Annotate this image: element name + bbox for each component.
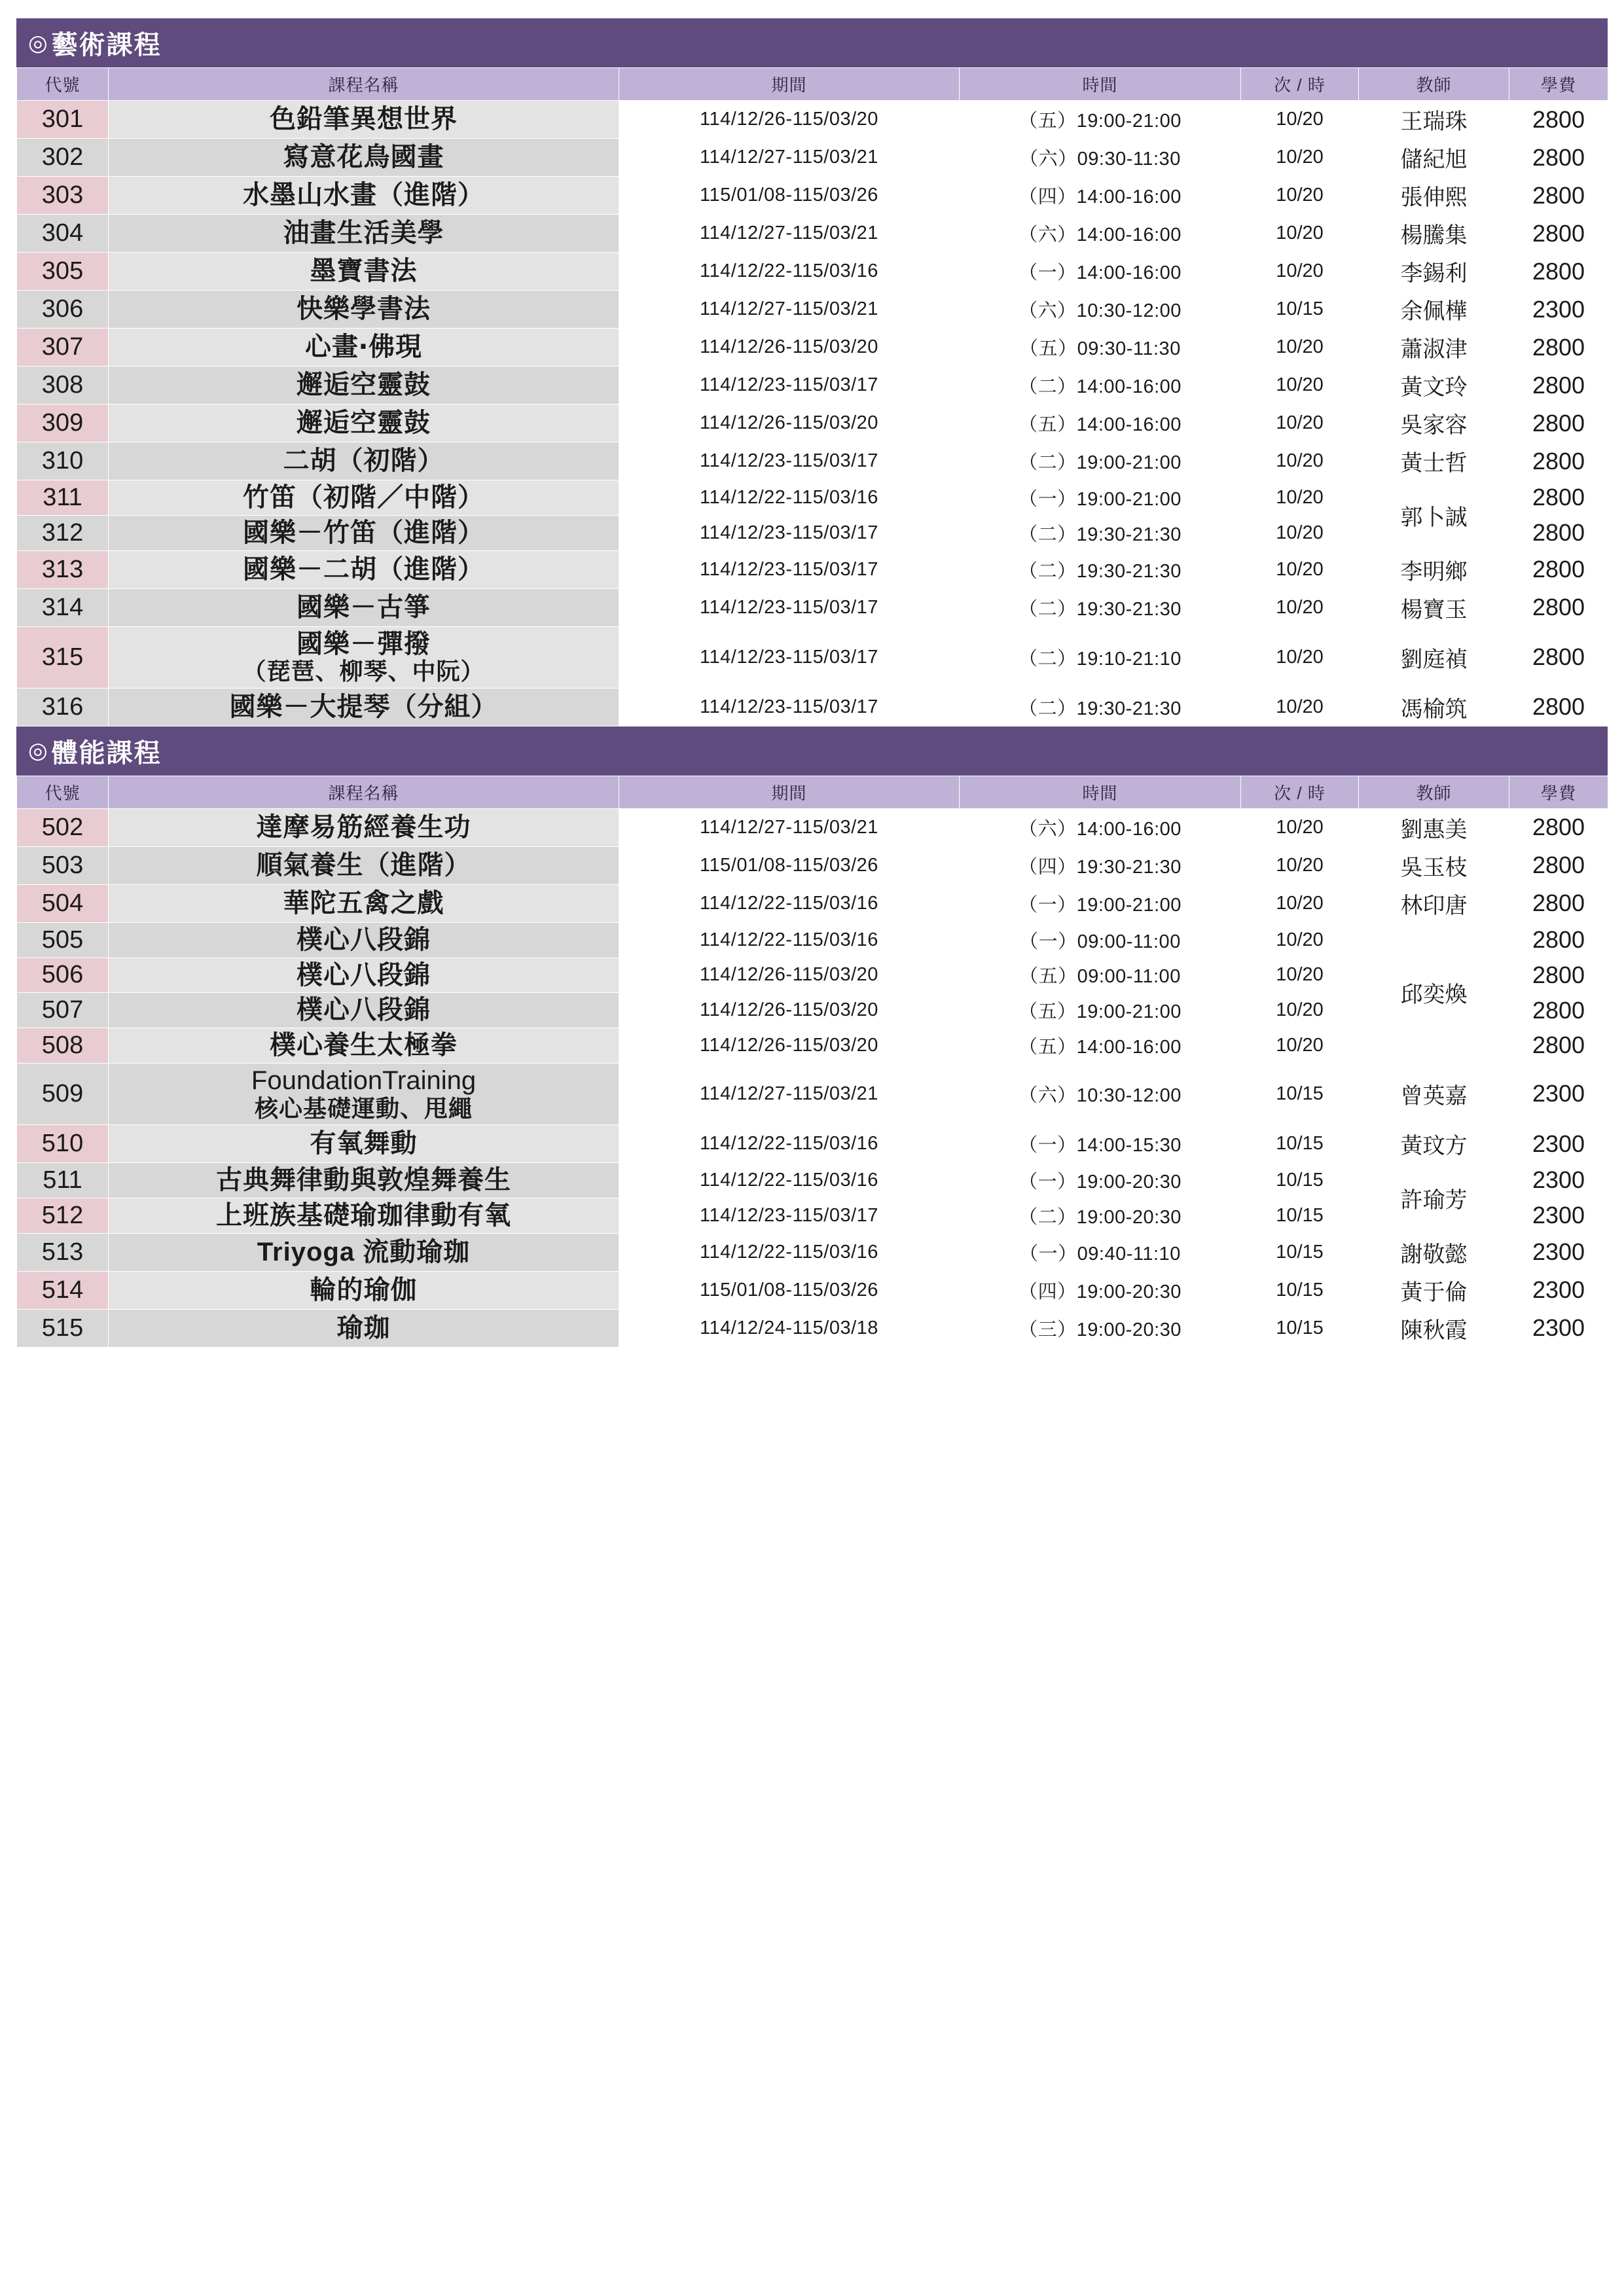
course-fee: 2800 [1509,922,1608,958]
course-code: 504 [17,884,109,922]
course-period: 115/01/08-115/03/26 [619,846,960,884]
course-sessions: 10/20 [1241,808,1359,846]
course-fee: 2800 [1509,993,1608,1028]
course-fee: 2800 [1509,480,1608,516]
course-fee: 2300 [1509,1125,1608,1163]
course-sessions: 10/20 [1241,367,1359,404]
course-name-main: 樸心八段錦 [297,925,431,954]
table-row [17,367,1608,404]
table-row [17,626,1608,688]
course-teacher: 張伸熙 [1359,177,1509,215]
course-sessions: 10/15 [1241,1198,1359,1233]
table-header-row [17,68,1608,101]
course-fee: 2800 [1509,253,1608,291]
table-row [17,442,1608,480]
course-name [109,808,619,846]
course-fee: 2300 [1509,1309,1608,1347]
course-name [109,846,619,884]
course-name [109,884,619,922]
course-sessions: 10/20 [1241,922,1359,958]
course-name [109,515,619,550]
course-time: （四）19:00-20:30 [960,1271,1241,1309]
course-period: 114/12/23-115/03/17 [619,367,960,404]
course-name-main: 國樂－大提琴（分組） [229,692,498,721]
course-fee: 2800 [1509,139,1608,177]
course-fee: 2800 [1509,404,1608,442]
course-period: 114/12/26-115/03/20 [619,1028,960,1064]
course-teacher: 曾英嘉 [1359,1063,1509,1124]
course-code: 510 [17,1125,109,1163]
table-row [17,1271,1608,1309]
course-time: （二）19:00-20:30 [960,1198,1241,1233]
course-name-main: 輪的瑜伽 [310,1275,418,1304]
course-section-art [16,18,1608,726]
column-header: 次 / 時 [1241,68,1359,101]
course-sessions: 10/20 [1241,177,1359,215]
course-code: 310 [17,442,109,480]
course-time: （五）09:00-11:00 [960,958,1241,993]
course-name-main: 快樂學書法 [297,295,431,324]
column-header: 學費 [1509,68,1608,101]
course-fee: 2800 [1509,846,1608,884]
course-time: （二）19:00-21:00 [960,442,1241,480]
table-row [17,480,1608,516]
course-time: （一）19:00-20:30 [960,1163,1241,1198]
course-fee: 2800 [1509,329,1608,367]
course-fee: 2800 [1509,688,1608,726]
course-code: 312 [17,515,109,550]
course-teacher: 蕭淑津 [1359,329,1509,367]
course-teacher: 楊寶玉 [1359,588,1509,626]
course-code: 309 [17,404,109,442]
course-fee: 2800 [1509,367,1608,404]
course-sessions: 10/20 [1241,253,1359,291]
course-period: 114/12/23-115/03/17 [619,626,960,688]
course-time: （一）14:00-16:00 [960,253,1241,291]
table-row [17,1063,1608,1124]
table-row [17,139,1608,177]
table-row [17,846,1608,884]
course-period: 114/12/24-115/03/18 [619,1309,960,1347]
course-sessions: 10/15 [1241,1271,1359,1309]
course-name [109,1063,619,1124]
section-title: 體能課程 [51,738,162,768]
course-sessions: 10/15 [1241,1063,1359,1124]
course-sessions: 10/15 [1241,1125,1359,1163]
table-row [17,1233,1608,1271]
sections-container [16,18,1608,1348]
course-name-main: 順氣養生（進階） [256,850,471,880]
course-time: （四）19:30-21:30 [960,846,1241,884]
course-name [109,1198,619,1233]
course-code: 512 [17,1198,109,1233]
course-time: （一）19:00-21:00 [960,480,1241,516]
course-teacher: 吳玉枝 [1359,846,1509,884]
course-teacher: 余佩樺 [1359,291,1509,329]
course-name [109,550,619,588]
course-sessions: 10/20 [1241,101,1359,139]
section-header-art [16,18,1608,67]
course-period: 114/12/22-115/03/16 [619,1233,960,1271]
course-name [109,367,619,404]
course-period: 114/12/23-115/03/17 [619,515,960,550]
course-name [109,1233,619,1271]
table-row [17,101,1608,139]
course-name [109,993,619,1028]
course-sessions: 10/20 [1241,550,1359,588]
course-teacher: 黃士哲 [1359,442,1509,480]
course-sessions: 10/20 [1241,1028,1359,1064]
course-table-art [16,67,1608,726]
column-header: 期間 [619,776,960,808]
course-name-main: 樸心八段錦 [297,996,431,1025]
table-row [17,329,1608,367]
course-name-main: 達摩易筋經養生功 [256,812,471,842]
course-name-main: 竹笛（初階／中階） [243,483,484,512]
course-table-fitness [16,776,1608,1348]
course-teacher: 黃于倫 [1359,1271,1509,1309]
course-time: （一）09:00-11:00 [960,922,1241,958]
course-name [109,958,619,993]
course-period: 114/12/27-115/03/21 [619,139,960,177]
course-time: （二）19:30-21:30 [960,550,1241,588]
course-fee: 2800 [1509,958,1608,993]
course-time: （六）14:00-16:00 [960,215,1241,253]
course-name [109,1163,619,1198]
course-teacher: 黃文玲 [1359,367,1509,404]
course-period: 114/12/22-115/03/16 [619,922,960,958]
course-code: 314 [17,588,109,626]
course-teacher: 劉庭禎 [1359,626,1509,688]
course-name-main: 華陀五禽之戲 [283,888,444,918]
course-teacher: 許瑜芳 [1359,1163,1509,1234]
table-row [17,253,1608,291]
course-name [109,253,619,291]
course-code: 502 [17,808,109,846]
table-header-row [17,776,1608,808]
course-teacher: 邱奕煥 [1359,922,1509,1063]
column-header: 教師 [1359,68,1509,101]
course-name-main: 樸心八段錦 [297,960,431,990]
course-time: （三）19:00-20:30 [960,1309,1241,1347]
course-name [109,1271,619,1309]
course-fee: 2300 [1509,1271,1608,1309]
course-name [109,329,619,367]
course-name [109,177,619,215]
section-bullet-icon: ◎ [28,30,49,56]
course-teacher: 郭卜誠 [1359,480,1509,551]
course-period: 114/12/22-115/03/16 [619,884,960,922]
course-sessions: 10/20 [1241,480,1359,516]
table-row [17,922,1608,958]
course-sessions: 10/15 [1241,1163,1359,1198]
column-header: 課程名稱 [109,776,619,808]
column-header: 代號 [17,68,109,101]
course-fee: 2800 [1509,515,1608,550]
course-time: （五）19:00-21:00 [960,993,1241,1028]
course-code: 316 [17,688,109,726]
section-bullet-icon: ◎ [28,738,49,764]
course-code: 511 [17,1163,109,1198]
course-name-main: 樸心養生太極拳 [270,1031,458,1060]
course-name [109,1028,619,1064]
course-time: （一）09:40-11:10 [960,1233,1241,1271]
course-name [109,1125,619,1163]
course-period: 114/12/22-115/03/16 [619,480,960,516]
course-fee: 2800 [1509,550,1608,588]
course-name [109,688,619,726]
course-name [109,626,619,688]
course-time: （二）19:30-21:30 [960,515,1241,550]
course-teacher: 李錫利 [1359,253,1509,291]
course-name-main: 二胡（初階） [283,446,444,476]
course-teacher: 楊騰集 [1359,215,1509,253]
column-header: 課程名稱 [109,68,619,101]
course-period: 114/12/27-115/03/21 [619,808,960,846]
course-fee: 2300 [1509,1063,1608,1124]
course-code: 301 [17,101,109,139]
course-name [109,922,619,958]
course-name-main: 油畫生活美學 [283,219,444,248]
course-code: 305 [17,253,109,291]
column-header: 時間 [960,776,1241,808]
course-sessions: 10/20 [1241,442,1359,480]
section-title: 藝術課程 [51,31,162,60]
course-sessions: 10/20 [1241,588,1359,626]
course-teacher: 儲紀旭 [1359,139,1509,177]
course-fee: 2800 [1509,1028,1608,1064]
course-code: 513 [17,1233,109,1271]
course-name [109,404,619,442]
course-fee: 2800 [1509,442,1608,480]
table-row [17,688,1608,726]
course-code: 307 [17,329,109,367]
course-name [109,480,619,516]
course-code: 302 [17,139,109,177]
course-time: （五）14:00-16:00 [960,404,1241,442]
course-name-main: 邂逅空靈鼓 [297,370,431,400]
course-teacher: 馮榆筑 [1359,688,1509,726]
course-teacher: 謝敬懿 [1359,1233,1509,1271]
course-fee: 2300 [1509,1233,1608,1271]
course-period: 114/12/27-115/03/21 [619,291,960,329]
course-code: 506 [17,958,109,993]
course-period: 115/01/08-115/03/26 [619,177,960,215]
course-fee: 2800 [1509,101,1608,139]
course-name [109,442,619,480]
course-sessions: 10/20 [1241,626,1359,688]
table-row [17,177,1608,215]
course-name [109,101,619,139]
course-name-main: 有氧舞動 [310,1129,418,1158]
course-time: （六）14:00-16:00 [960,808,1241,846]
course-name-main: 寫意花鳥國畫 [283,143,444,172]
column-header: 代號 [17,776,109,808]
course-time: （一）19:00-21:00 [960,884,1241,922]
course-section-fitness [16,726,1608,1348]
course-name-main: 國樂－彈撥 [297,629,431,658]
course-name-main: 墨寶書法 [310,257,418,286]
course-time: （一）14:00-15:30 [960,1125,1241,1163]
table-row [17,1309,1608,1347]
table-row [17,215,1608,253]
course-code: 503 [17,846,109,884]
course-sessions: 10/20 [1241,688,1359,726]
table-row [17,1163,1608,1198]
course-period: 114/12/26-115/03/20 [619,993,960,1028]
course-code: 507 [17,993,109,1028]
course-code: 308 [17,367,109,404]
course-fee: 2800 [1509,177,1608,215]
course-name-main: Triyoga 流動瑜珈 [257,1237,471,1266]
course-period: 114/12/22-115/03/16 [619,1125,960,1163]
course-sessions: 10/20 [1241,515,1359,550]
course-fee: 2300 [1509,1198,1608,1233]
course-period: 114/12/23-115/03/17 [619,442,960,480]
course-fee: 2800 [1509,588,1608,626]
column-header: 次 / 時 [1241,776,1359,808]
course-time: （四）14:00-16:00 [960,177,1241,215]
course-period: 114/12/26-115/03/20 [619,404,960,442]
course-name-main: 國樂－竹笛（進階） [243,518,484,547]
course-fee: 2300 [1509,291,1608,329]
course-code: 303 [17,177,109,215]
course-code: 313 [17,550,109,588]
course-period: 114/12/23-115/03/17 [619,688,960,726]
table-row [17,404,1608,442]
course-time: （六）10:30-12:00 [960,1063,1241,1124]
course-period: 114/12/23-115/03/17 [619,1198,960,1233]
course-name-sub: 核心基礎運動、甩繩 [254,1094,473,1122]
column-header: 期間 [619,68,960,101]
course-teacher: 吳家容 [1359,404,1509,442]
course-time: （五）19:00-21:00 [960,101,1241,139]
course-name-sub: （琵琶、柳琴、中阮） [242,658,485,685]
course-sessions: 10/20 [1241,958,1359,993]
course-time: （二）19:10-21:10 [960,626,1241,688]
table-row [17,884,1608,922]
course-name [109,588,619,626]
course-sessions: 10/20 [1241,139,1359,177]
course-teacher: 李明鄉 [1359,550,1509,588]
course-name [109,291,619,329]
course-code: 508 [17,1028,109,1064]
course-period: 114/12/26-115/03/20 [619,958,960,993]
table-row [17,588,1608,626]
course-period: 114/12/26-115/03/20 [619,101,960,139]
course-teacher: 王瑞珠 [1359,101,1509,139]
course-name-main: 古典舞律動與敦煌舞養生 [216,1166,511,1194]
course-name-main: 水墨山水畫（進階） [243,181,484,210]
course-name-main: 上班族基礎瑜珈律動有氧 [216,1200,511,1230]
column-header: 時間 [960,68,1241,101]
course-period: 114/12/22-115/03/16 [619,253,960,291]
course-sessions: 10/20 [1241,215,1359,253]
course-fee: 2300 [1509,1163,1608,1198]
course-teacher: 劉惠美 [1359,808,1509,846]
course-fee: 2800 [1509,626,1608,688]
course-name [109,215,619,253]
course-sessions: 10/20 [1241,846,1359,884]
table-row [17,808,1608,846]
course-time: （五）14:00-16:00 [960,1028,1241,1064]
course-time: （二）19:30-21:30 [960,588,1241,626]
table-row [17,291,1608,329]
table-row [17,1125,1608,1163]
course-teacher: 黃玟方 [1359,1125,1509,1163]
course-code: 509 [17,1063,109,1124]
course-period: 114/12/27-115/03/21 [619,215,960,253]
course-name-main: 瑜珈 [336,1313,391,1342]
course-name-main: 國樂－古箏 [297,592,431,622]
course-period: 114/12/26-115/03/20 [619,329,960,367]
course-period: 114/12/23-115/03/17 [619,588,960,626]
course-time: （六）09:30-11:30 [960,139,1241,177]
course-code: 315 [17,626,109,688]
course-code: 306 [17,291,109,329]
course-fee: 2800 [1509,808,1608,846]
section-header-fitness [16,726,1608,776]
course-sessions: 10/15 [1241,1233,1359,1271]
course-sessions: 10/15 [1241,291,1359,329]
course-teacher: 林印唐 [1359,884,1509,922]
column-header: 教師 [1359,776,1509,808]
course-period: 115/01/08-115/03/26 [619,1271,960,1309]
course-code: 311 [17,480,109,516]
course-name-main: 色鉛筆異想世界 [270,105,458,134]
course-sessions: 10/15 [1241,1309,1359,1347]
course-fee: 2800 [1509,884,1608,922]
course-code: 304 [17,215,109,253]
course-period: 114/12/23-115/03/17 [619,550,960,588]
course-name [109,139,619,177]
column-header: 學費 [1509,776,1608,808]
course-code: 514 [17,1271,109,1309]
course-sessions: 10/20 [1241,329,1359,367]
course-time: （六）10:30-12:00 [960,291,1241,329]
course-code: 515 [17,1309,109,1347]
course-fee: 2800 [1509,215,1608,253]
course-name-main: 心畫‧佛現 [305,332,422,362]
course-name-main: FoundationTraining [251,1066,477,1095]
course-sessions: 10/20 [1241,884,1359,922]
course-time: （五）09:30-11:30 [960,329,1241,367]
table-row [17,550,1608,588]
course-period: 114/12/27-115/03/21 [619,1063,960,1124]
course-teacher: 陳秋霞 [1359,1309,1509,1347]
course-time: （二）14:00-16:00 [960,367,1241,404]
course-name [109,1309,619,1347]
course-period: 114/12/22-115/03/16 [619,1163,960,1198]
course-name-main: 國樂－二胡（進階） [243,554,484,584]
course-time: （二）19:30-21:30 [960,688,1241,726]
course-code: 505 [17,922,109,958]
course-sessions: 10/20 [1241,993,1359,1028]
course-sessions: 10/20 [1241,404,1359,442]
course-name-main: 邂逅空靈鼓 [297,408,431,438]
